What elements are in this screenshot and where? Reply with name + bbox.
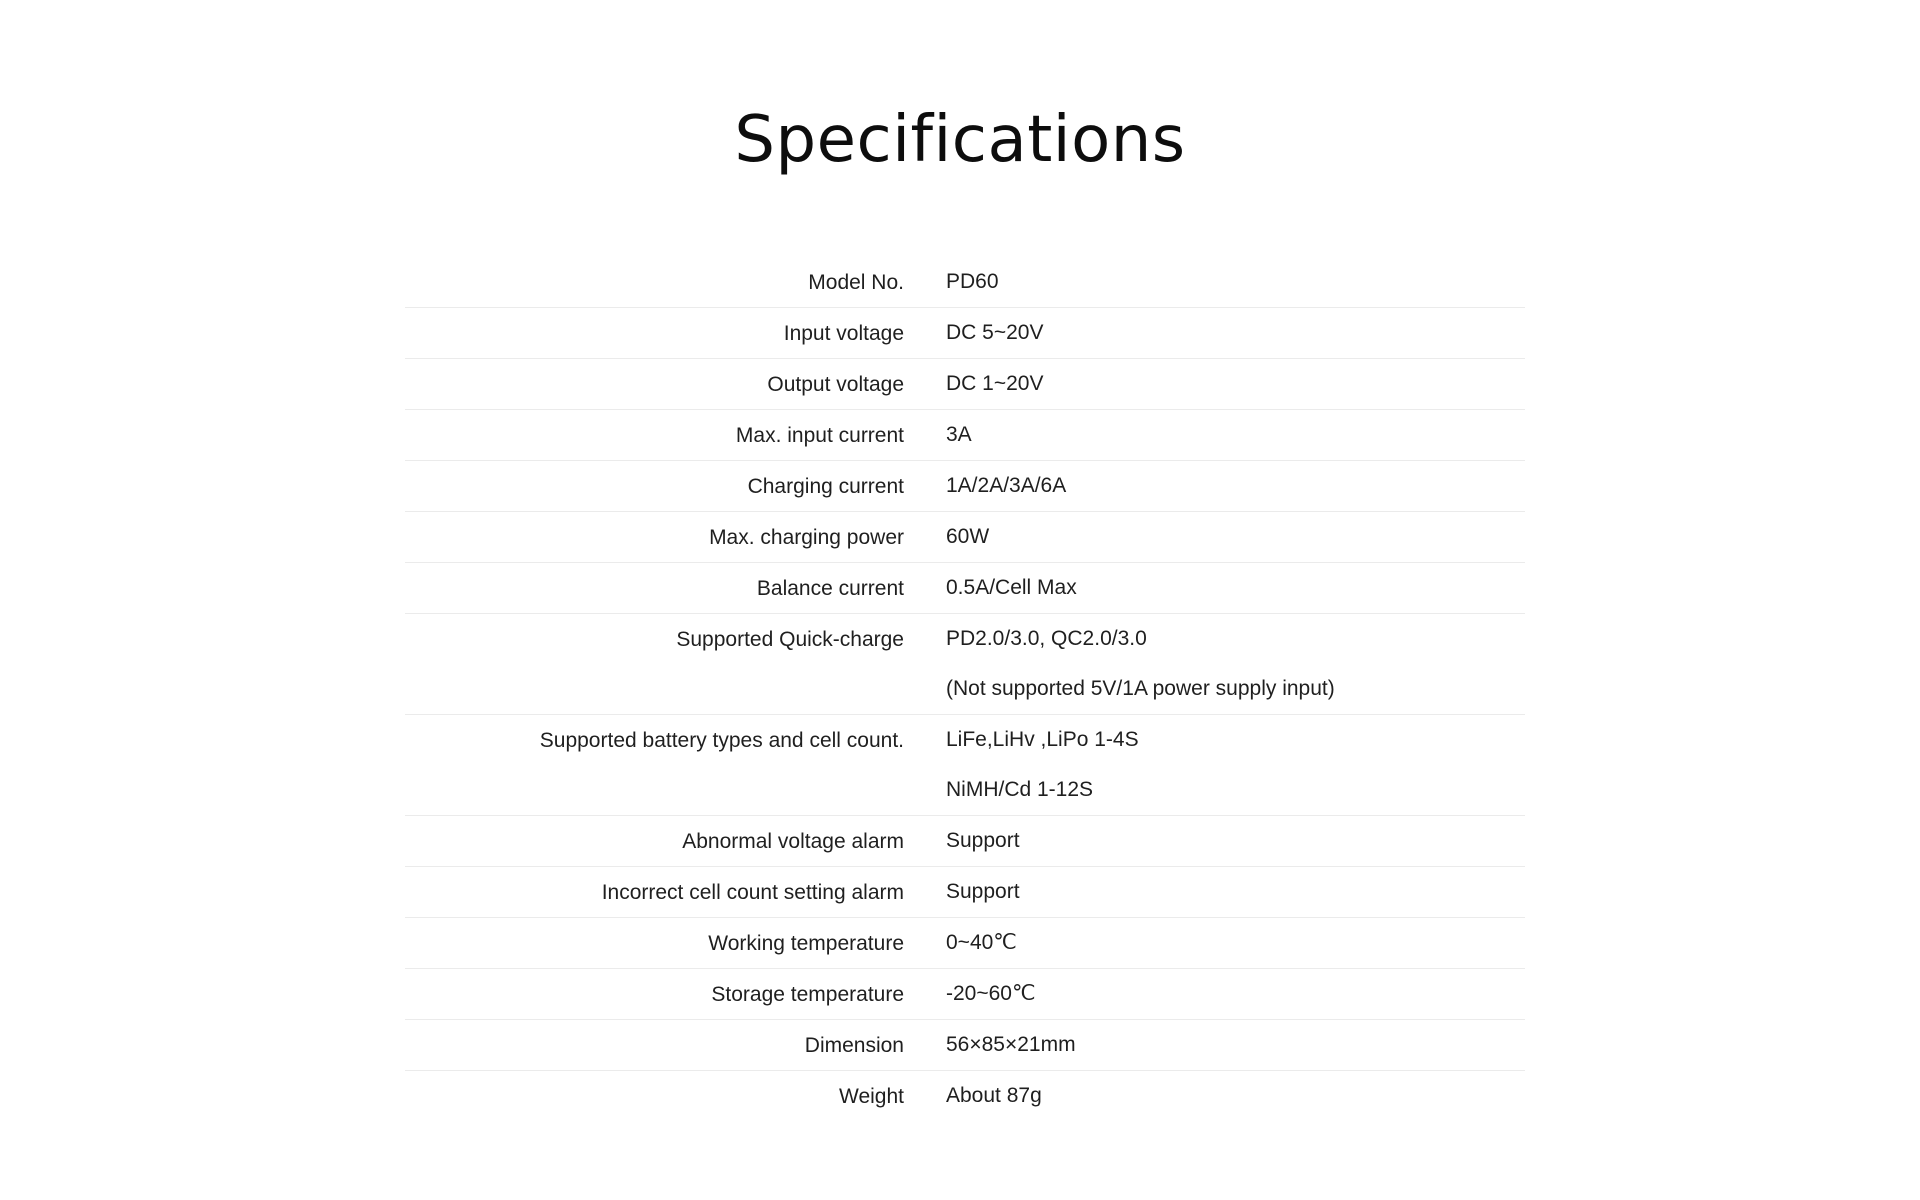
- spec-row-balance-current: [405, 563, 1525, 614]
- spec-label: Incorrect cell count setting alarm: [601, 881, 904, 904]
- spec-row-output-voltage: [405, 359, 1525, 410]
- spec-row-model: [405, 257, 1525, 308]
- spec-label: Storage temperature: [711, 983, 904, 1006]
- spec-value: 0.5A/Cell Max: [946, 576, 1077, 599]
- spec-value-note: (Not supported 5V/1A power supply input): [946, 677, 1335, 700]
- spec-label: Charging current: [747, 475, 904, 498]
- page-title: Specifications: [734, 103, 1186, 177]
- spec-value: LiFe,LiHv ,LiPo 1-4S: [946, 728, 1139, 751]
- spec-row-battery-types: [405, 715, 1525, 816]
- spec-row-quick-charge: [405, 614, 1525, 715]
- spec-label: Weight: [839, 1085, 904, 1108]
- spec-label: Output voltage: [767, 373, 904, 396]
- spec-value: 3A: [946, 423, 972, 446]
- spec-label: Abnormal voltage alarm: [682, 830, 904, 853]
- spec-label: Working temperature: [708, 932, 904, 955]
- spec-label: Dimension: [804, 1034, 904, 1057]
- spec-value: 1A/2A/3A/6A: [946, 474, 1067, 497]
- spec-row-working-temperature: [405, 918, 1525, 969]
- spec-row-input-voltage: [405, 308, 1525, 359]
- spec-value: 60W: [946, 525, 990, 548]
- spec-value: PD2.0/3.0, QC2.0/3.0: [946, 627, 1147, 650]
- spec-value: -20~60℃: [946, 982, 1036, 1005]
- spec-value: PD60: [946, 270, 999, 293]
- spec-label: Input voltage: [783, 322, 904, 345]
- spec-label: Max. input current: [735, 424, 904, 447]
- spec-label: Max. charging power: [709, 526, 904, 549]
- spec-value: 56×85×21mm: [946, 1033, 1076, 1056]
- spec-value: DC 1~20V: [946, 372, 1044, 395]
- spec-value: Support: [946, 880, 1020, 903]
- spec-table: [405, 257, 1525, 1121]
- spec-row-max-charging-power: [405, 512, 1525, 563]
- spec-row-cell-count-alarm: [405, 867, 1525, 918]
- spec-row-storage-temperature: [405, 969, 1525, 1020]
- spec-row-dimension: [405, 1020, 1525, 1071]
- spec-label: Supported Quick-charge: [676, 628, 904, 651]
- spec-value: Support: [946, 829, 1020, 852]
- spec-value: NiMH/Cd 1-12S: [946, 778, 1094, 801]
- spec-label: Model No.: [808, 271, 904, 294]
- spec-row-max-input-current: [405, 410, 1525, 461]
- spec-label: Balance current: [756, 577, 904, 600]
- spec-row-charging-current: [405, 461, 1525, 512]
- spec-row-abnormal-voltage-alarm: [405, 816, 1525, 867]
- spec-value: DC 5~20V: [946, 321, 1044, 344]
- spec-value: About 87g: [946, 1084, 1042, 1107]
- spec-value: 0~40℃: [946, 931, 1017, 954]
- spec-row-weight: [405, 1071, 1525, 1121]
- spec-label: Supported battery types and cell count.: [539, 729, 904, 752]
